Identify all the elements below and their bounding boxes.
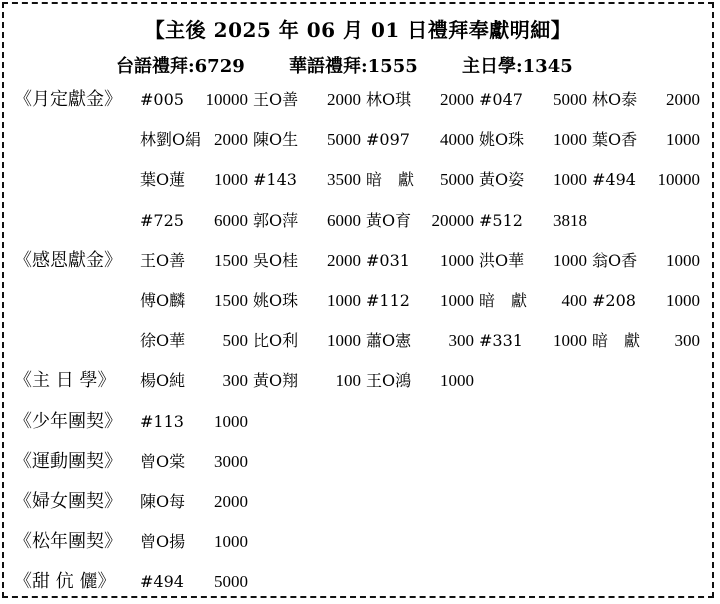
donation-amount: 100 [335, 371, 361, 391]
summary-mandarin-service: 華語禮拜:1555 [289, 56, 418, 77]
donation-entry [140, 367, 252, 395]
donation-entry [253, 166, 365, 194]
donation-entry [366, 86, 478, 114]
offering-row [4, 528, 712, 558]
offering-row [4, 327, 712, 357]
donation-amount: 6000 [327, 210, 361, 230]
donation-entry [140, 408, 252, 436]
category-label: 《運動團契》 [14, 450, 122, 472]
donation-amount: 2000 [214, 492, 248, 511]
donation-entry [140, 528, 252, 556]
donor-name: 林O琪 [366, 90, 412, 109]
donor-name: 徐O華 [140, 331, 186, 351]
donor-name: 葉O蓮 [140, 170, 186, 190]
donor-name: #112 [366, 291, 410, 310]
donor-name: #208 [592, 291, 636, 310]
donation-entry [479, 327, 591, 355]
donation-entry [253, 287, 365, 315]
donation-entry [140, 488, 252, 516]
donation-entry [366, 327, 478, 355]
donation-amount: 3818 [553, 210, 587, 230]
category-label: 《主 日 學》 [14, 370, 116, 392]
donation-amount: 2000 [214, 130, 248, 150]
donation-entry [253, 327, 365, 355]
offering-row [4, 86, 712, 116]
donation-entry [366, 166, 478, 194]
donation-amount: 1000 [327, 331, 361, 351]
donor-name: #143 [253, 170, 297, 190]
donation-amount: 2000 [666, 90, 700, 109]
donor-name: 王O善 [253, 90, 299, 109]
donation-amount: 1000 [214, 170, 248, 190]
donor-name: 蕭O憲 [366, 331, 412, 351]
donation-amount: 1500 [214, 291, 248, 310]
donor-name: 曾O棠 [140, 451, 186, 471]
donation-amount: 2000 [327, 250, 361, 270]
donation-entry [479, 207, 591, 235]
donation-entry [366, 247, 478, 275]
offering-row [4, 568, 712, 598]
donation-amount: 5000 [214, 572, 248, 592]
donor-name: #097 [366, 130, 410, 150]
donation-amount: 5000 [553, 90, 587, 109]
donor-name: 黃O姿 [479, 170, 525, 190]
donor-name: 姚O珠 [479, 130, 525, 150]
donation-entry [366, 126, 478, 154]
offering-sheet [2, 2, 714, 598]
donor-name: 曾O揚 [140, 532, 186, 552]
donation-entry [479, 166, 591, 194]
donation-amount: 20000 [431, 210, 474, 230]
summary-taiwanese-service: 台語禮拜:6729 [116, 56, 245, 77]
donation-amount: 1000 [666, 130, 700, 150]
donor-name: 比O利 [253, 331, 299, 351]
donation-amount: 2000 [440, 90, 474, 109]
donation-amount: 1000 [327, 291, 361, 310]
donor-name: 暗 獻 [592, 331, 641, 351]
donation-entry [140, 126, 252, 154]
donation-amount: 1000 [214, 411, 248, 431]
donation-amount: 10000 [205, 90, 248, 109]
donation-amount: 1000 [440, 250, 474, 270]
donation-entry [366, 207, 478, 235]
donor-name: 吳O桂 [253, 250, 299, 270]
donation-entry [140, 166, 252, 194]
donation-amount: 4000 [440, 130, 474, 150]
donation-entry [253, 86, 365, 114]
donation-entry [140, 448, 252, 476]
donation-amount: 400 [561, 291, 587, 310]
donor-name: #031 [366, 250, 410, 270]
donor-name: 傅O麟 [140, 291, 186, 310]
donation-amount: 2000 [327, 90, 361, 109]
donor-name: 姚O珠 [253, 291, 299, 310]
category-label: 《月定獻金》 [14, 89, 122, 110]
donation-entry [592, 287, 704, 315]
offering-row [4, 287, 712, 317]
donation-entry [140, 247, 252, 275]
donation-amount: 1000 [666, 250, 700, 270]
donation-entry [366, 367, 478, 395]
donation-entry [140, 327, 252, 355]
offering-row [4, 126, 712, 156]
donation-entry [592, 166, 704, 194]
donation-entry [140, 568, 252, 596]
category-label: 《松年團契》 [14, 531, 122, 553]
offering-row [4, 247, 712, 277]
donation-amount: 300 [448, 331, 474, 351]
donation-amount: 1000 [440, 291, 474, 310]
donor-name: #512 [479, 210, 523, 230]
category-label: 《甜 伉 儷》 [14, 571, 116, 593]
page-title: 【主後 2025 年 06 月 01 日禮拜奉獻明細】 [144, 18, 572, 42]
donation-entry [479, 247, 591, 275]
donation-entry [592, 86, 704, 114]
donor-name: #005 [140, 90, 184, 109]
category-label: 《婦女團契》 [14, 491, 122, 512]
donor-name: 王O鴻 [366, 371, 412, 391]
donor-name: 王O善 [140, 250, 186, 270]
donation-amount: 300 [222, 371, 248, 391]
donation-amount: 1000 [440, 371, 474, 391]
donor-name: 暗 獻 [479, 291, 528, 310]
donor-name: 洪O華 [479, 250, 525, 270]
donor-name: #494 [140, 572, 184, 592]
donor-name: 暗 獻 [366, 170, 415, 190]
offering-row [4, 367, 712, 397]
donation-entry [366, 287, 478, 315]
donor-name: 郭O萍 [253, 210, 299, 230]
donation-entry [479, 126, 591, 154]
donor-name: #725 [140, 210, 184, 230]
donation-entry [592, 126, 704, 154]
donation-amount: 1000 [553, 170, 587, 190]
donation-entry [253, 367, 365, 395]
summary-sunday-school: 主日學:1345 [462, 56, 573, 77]
offering-row [4, 488, 712, 518]
donation-amount: 5000 [440, 170, 474, 190]
donation-amount: 1000 [553, 250, 587, 270]
donation-entry [140, 207, 252, 235]
donor-name: 林O泰 [592, 90, 638, 109]
donation-entry [253, 207, 365, 235]
donation-amount: 10000 [657, 170, 700, 190]
donation-amount: 1000 [553, 130, 587, 150]
donation-amount: 1000 [553, 331, 587, 351]
donation-amount: 300 [674, 331, 700, 351]
donation-entry [253, 126, 365, 154]
attendance-summary [4, 52, 712, 78]
donor-name: #113 [140, 411, 184, 431]
donor-name: 林劉O絹 [140, 130, 202, 150]
donor-name: 翁O香 [592, 250, 638, 270]
donation-entry [479, 287, 591, 315]
donor-name: 黃O育 [366, 210, 412, 230]
donor-name: #047 [479, 90, 523, 109]
category-label: 《感恩獻金》 [14, 249, 122, 271]
donation-entry [140, 287, 252, 315]
donation-amount: 1500 [214, 250, 248, 270]
donation-amount: 500 [222, 331, 248, 351]
donation-amount: 5000 [327, 130, 361, 150]
offering-row [4, 166, 712, 196]
donor-name: 葉O香 [592, 130, 638, 150]
donor-name: #331 [479, 331, 523, 351]
donation-entry [253, 247, 365, 275]
donation-amount: 3500 [327, 170, 361, 190]
offering-row [4, 448, 712, 478]
donation-amount: 1000 [666, 291, 700, 310]
donation-entry [592, 327, 704, 355]
donation-entry [479, 86, 591, 114]
donor-name: 陳O生 [253, 130, 299, 150]
donation-entry [592, 247, 704, 275]
donor-name: 陳O每 [140, 492, 186, 511]
donation-entry [140, 86, 252, 114]
donor-name: 楊O純 [140, 371, 186, 391]
offering-row [4, 207, 712, 237]
donation-amount: 6000 [214, 210, 248, 230]
donation-amount: 3000 [214, 451, 248, 471]
donation-amount: 1000 [214, 532, 248, 552]
donor-name: 黃O翔 [253, 371, 299, 391]
category-label: 《少年團契》 [14, 410, 122, 432]
donor-name: #494 [592, 170, 636, 190]
offering-row [4, 408, 712, 438]
